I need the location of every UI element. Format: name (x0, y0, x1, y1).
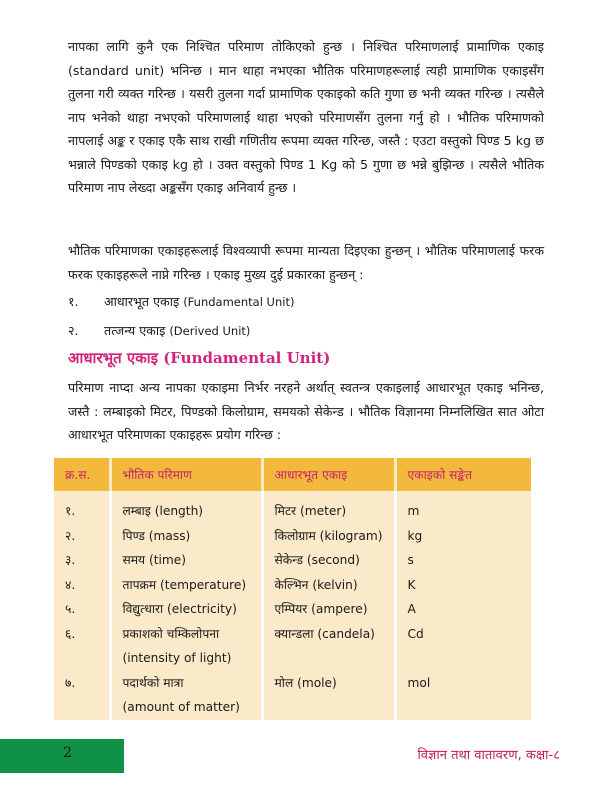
cell-quantity: तापक्रम (temperature) (110, 573, 262, 598)
cell-symbol: K (407, 577, 416, 592)
intro-paragraph: नापका लागि कुनै एक निश्चित परिमाण तोकिएको हुन्छ । निश्चित परिमाणलाई प्रामाणिक एकाइ (standard unit) भनिन्छ । मान थाहा नभएका भौतिक परिमाणहरूलाई त्यही प्रामाणिक एकाइसँग तुलना गरी व्यक्त गरिन्छ । यसरी तुलना गर्दा प्रामाणिक एकाइको कति गुणा छ भनी व्यक्त गरिन्छ । त्यसैले नाप भनेको थाहा नभएको परिमाणलाई थाहा भएको परिमाणसँग तुलना गर्नु हो । भौतिक परिमाणको नापलाई अङ्क र एकाइ एकै साथ राखी गणितीय रूपमा व्यक्त गरिन्छ, जस्तै : एउटा वस्तुको पिण्ड 5 kg छ भन्नाले पिण्डको एकाइ kg हो । उक्त वस्तुको पिण्ड 1 Kg को 5 गुणा छ भन्ने बुझिन्छ । त्यसैले भौतिक परिमाण नाप लेख्दा अङ्कसँग एकाइ अनिवार्य हुन्छ । (68, 39, 544, 195)
table-row (54, 573, 531, 598)
quantity-line-2: (intensity of light) (122, 651, 232, 665)
quantity-line-2: (amount of matter) (122, 700, 240, 714)
cell-quantity (110, 622, 262, 671)
fundamental-unit-paragraph: परिमाण नाप्दा अन्य नापका एकाइमा निर्भर नरहने अर्थात् स्वतन्त्र एकाइलाई आधारभूत एकाइ भनिन्छ, जस्तै : लम्बाइको मिटर, पिण्डको किलोग्राम, समयको सेकेन्ड । भौतिक विज्ञानमा निम्नलिखित सात ओटा आधारभूत परिमाणका एकाइहरू प्रयोग गरिन्छ : (68, 380, 544, 442)
quantity-line-1: पदार्थको मात्रा (122, 675, 184, 690)
table-row (54, 491, 531, 524)
section-heading (68, 347, 330, 369)
cell-symbol: Cd (407, 626, 424, 641)
cell-unit: केल्भिन (kelvin) (262, 573, 395, 598)
table-header-row (54, 458, 531, 491)
header-serial: क्र.स. (54, 458, 110, 491)
header-quantity: भौतिक परिमाण (110, 458, 262, 491)
cell-quantity: समय (time) (110, 548, 262, 573)
page-number: 2 (63, 745, 72, 761)
cell-serial: ३. (54, 548, 110, 573)
list-label-en: (Fundamental Unit) (183, 295, 295, 309)
cell-quantity: पिण्ड (mass) (110, 524, 262, 549)
cell-serial: १. (54, 491, 110, 524)
cell-serial: ७. (54, 671, 110, 720)
book-title: विज्ञान तथा वातावरण, कक्षा-८ (417, 748, 560, 763)
footer-green-bar (0, 739, 124, 773)
list-number: १. (68, 294, 79, 309)
cell-symbol: s (407, 553, 414, 567)
table-row (54, 524, 531, 549)
table-row (54, 622, 531, 671)
cell-serial: ५. (54, 597, 110, 622)
quantity-line-1: प्रकाशको चम्किलोपना (122, 626, 220, 641)
cell-quantity: लम्बाइ (length) (110, 491, 262, 524)
cell-serial: ६. (54, 622, 110, 671)
cell-unit: मोल (mole) (262, 671, 395, 720)
list-label-np: तत्जन्य एकाइ (104, 323, 166, 338)
heading-np: आधारभूत एकाइ (68, 349, 158, 367)
header-symbol: एकाइको सङ्केत (395, 458, 531, 491)
cell-unit: मिटर (meter) (262, 491, 395, 524)
cell-symbol: m (407, 504, 420, 518)
table-row (54, 671, 531, 720)
cell-serial: ४. (54, 573, 110, 598)
list-item-fundamental (68, 292, 294, 312)
unit-types-paragraph: भौतिक परिमाणका एकाइहरूलाई विश्वव्यापी रूपमा मान्यता दिइएका हुन्छन् । भौतिक परिमाणलाई फरक फरक एकाइहरूले नाप्ने गरिन्छ । एकाइ मुख्य दुई प्रकारका हुन्छन् : (68, 243, 544, 282)
cell-quantity: विद्युत्धारा (electricity) (110, 597, 262, 622)
cell-symbol: kg (407, 528, 423, 543)
heading-en: (Fundamental Unit) (163, 349, 331, 367)
header-unit: आधारभूत एकाइ (262, 458, 395, 491)
cell-symbol: A (407, 602, 416, 616)
table-row (54, 597, 531, 622)
cell-symbol: mol (407, 675, 431, 690)
list-number: २. (68, 323, 79, 338)
cell-unit: एम्पियर (ampere) (262, 597, 395, 622)
cell-quantity (110, 671, 262, 720)
cell-serial: २. (54, 524, 110, 549)
list-item-derived (68, 321, 250, 341)
list-label-en: (Derived Unit) (169, 324, 251, 338)
list-label-np: आधारभूत एकाइ (104, 294, 180, 309)
fundamental-units-table (54, 458, 531, 720)
cell-unit: किलोग्राम (kilogram) (262, 524, 395, 549)
table-row (54, 548, 531, 573)
cell-unit: क्यान्डला (candela) (262, 622, 395, 671)
cell-unit: सेकेन्ड (second) (262, 548, 395, 573)
